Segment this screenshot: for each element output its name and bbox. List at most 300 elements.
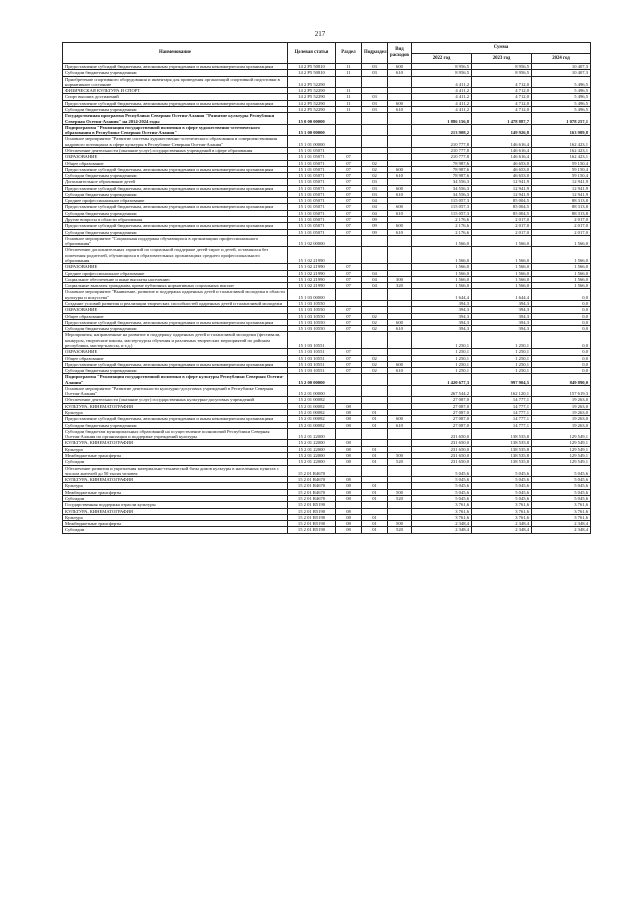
row-section [336,332,362,349]
row-target-code: 15 1 03 10551 [288,355,336,361]
row-subsection: 03 [362,100,388,106]
row-sum-2022: 213 908,2 [412,124,472,136]
row-sum-2024: 19 263,0 [532,397,591,403]
row-name: Основное мероприятие "Социальная поддержка обучающихся в организациях профессионального образования" [63,235,288,247]
row-name: Культура [63,514,288,520]
row-expense-type [388,76,412,88]
row-sum-2023: 394,3 [472,319,532,325]
row-name: Среднее профессиональное образование [63,198,288,204]
row-section: 08 [336,453,362,459]
row-sum-2024: 2 348,4 [532,521,591,527]
row-section: 11 [336,64,362,70]
row-sum-2024: 10 407,3 [532,64,591,70]
row-name: Предоставление субсидий бюджетным, автономным учреждениям и иным некоммерческим организациям [63,64,288,70]
row-sum-2023: 14 777,1 [472,397,532,403]
row-sum-2024: 0,0 [532,289,591,301]
row-sum-2024: 1 566,0 [532,264,591,270]
row-sum-2024: 2 017,0 [532,229,591,235]
row-section: 11 [336,100,362,106]
row-expense-type: 610 [388,326,412,332]
row-sum-2022: 115 057,3 [412,210,472,216]
row-target-code: 15 1 03 10550 [288,300,336,306]
row-name: ОБРАЗОВАНИЕ [63,349,288,355]
row-section: 07 [336,313,362,319]
row-sum-2023: 149 926,8 [472,124,532,136]
row-sum-2022: 1 644,4 [412,289,472,301]
table-row [63,76,591,88]
row-expense-type: 600 [388,185,412,191]
row-name: Предоставление субсидий бюджетным, автономным учреждениям и иным некоммерческим организациям [63,361,288,367]
row-section [336,124,362,136]
row-sum-2022: 1 420 677,3 [412,374,472,386]
row-sum-2023: 5 045,6 [472,477,532,483]
header-section: Раздел [336,43,362,64]
row-target-code: 14 2 Р5 52290 [288,100,336,106]
row-sum-2022: 1 250,1 [412,355,472,361]
row-sum-2024: 129 549,1 [532,440,591,446]
row-name: Субсидии [63,459,288,465]
row-sum-2023: 1 566,0 [472,276,532,282]
row-sum-2024: 0,0 [532,349,591,355]
row-name: Культура [63,483,288,489]
row-expense-type [388,385,412,397]
table-row [63,235,591,247]
row-sum-2023: 14 777,1 [472,422,532,428]
row-sum-2024: 1 566,0 [532,235,591,247]
row-subsection: 04 [362,276,388,282]
row-subsection: 01 [362,453,388,459]
row-sum-2023: 1 566,0 [472,235,532,247]
row-target-code: 14 2 Р5 50810 [288,64,336,70]
row-name: Общее образование [63,355,288,361]
row-name: Субсидии бюджетам муниципальных образований на осуществление полномочий Республики Северная Осетия-Алания по организации и поддержке учреждений культуры [63,428,288,440]
row-sum-2022: 3 761,6 [412,508,472,514]
row-target-code: 15 2 01 R4670 [288,489,336,495]
row-sum-2022: 115 057,3 [412,198,472,204]
row-sum-2023: 138 535,8 [472,428,532,440]
row-sum-2022: 2 176,6 [412,217,472,223]
row-sum-2024: 1 566,0 [532,283,591,289]
table-body [63,64,591,534]
row-sum-2022: 210 777,8 [412,136,472,148]
row-expense-type: 600 [388,64,412,70]
row-sum-2022: 4 411,2 [412,94,472,100]
row-subsection: 04 [362,210,388,216]
table-row [63,124,591,136]
row-sum-2024: 5 496,5 [532,88,591,94]
row-section: 11 [336,106,362,112]
row-subsection: 09 [362,223,388,229]
header-sums: Сумма [412,43,591,54]
row-section: 08 [336,508,362,514]
row-expense-type [388,374,412,386]
row-sum-2023: 12 941,9 [472,191,532,197]
row-sum-2022: 78 987,6 [412,166,472,172]
row-subsection: 02 [362,160,388,166]
row-expense-type: 610 [388,173,412,179]
row-subsection [362,124,388,136]
row-sum-2022: 1 566,0 [412,264,472,270]
row-name: Субсидии бюджетным учреждениям [63,191,288,197]
row-sum-2023: 2 348,4 [472,521,532,527]
page-number: 217 [314,30,326,38]
row-target-code: 14 2 Р5 52290 [288,88,336,94]
row-target-code: 15 2 01 R5190 [288,502,336,508]
row-sum-2024: 19 263,0 [532,403,591,409]
row-subsection: 02 [362,173,388,179]
row-sum-2022: 1 566,0 [412,235,472,247]
row-sum-2024: 3 761,6 [532,514,591,520]
row-subsection: 02 [362,326,388,332]
row-expense-type: 610 [388,70,412,76]
row-expense-type: 520 [388,495,412,501]
row-name: Субсидии [63,527,288,533]
row-sum-2023: 394,3 [472,326,532,332]
row-sum-2024: 0,0 [532,332,591,349]
row-target-code: 15 1 02 21990 [288,276,336,282]
row-subsection: 03 [362,94,388,100]
row-sum-2022: 231 650,0 [412,428,472,440]
row-sum-2023: 146 616,4 [472,147,532,153]
row-sum-2022: 2 176,6 [412,223,472,229]
row-expense-type [388,465,412,477]
row-sum-2024: 1 566,0 [532,276,591,282]
row-sum-2022: 78 987,6 [412,160,472,166]
row-name: Другие вопросы в области образования [63,217,288,223]
row-subsection: 09 [362,229,388,235]
row-target-code: 15 1 00 00000 [288,124,336,136]
row-name: Приобретение спортивного оборудования и инвентаря для приведения организаций спортивной подготовки в нормативное состояние [63,76,288,88]
row-sum-2022: 1 886 156,8 [412,113,472,125]
row-sum-2024: 12 941,9 [532,185,591,191]
row-subsection: 02 [362,361,388,367]
row-name: Предоставление субсидий бюджетным, автономным учреждениям и иным некоммерческим организациям [63,185,288,191]
row-expense-type [388,428,412,440]
row-sum-2023: 1 250,1 [472,349,532,355]
row-subsection: 02 [362,368,388,374]
row-sum-2022: 34 556,3 [412,185,472,191]
table-row [63,465,591,477]
row-sum-2022: 4 411,2 [412,76,472,88]
table-row [63,385,591,397]
row-target-code: 15 1 01 05071 [288,160,336,166]
row-section: 08 [336,410,362,416]
row-sum-2022: 4 411,2 [412,100,472,106]
row-sum-2022: 34 556,3 [412,191,472,197]
row-sum-2024: 0,0 [532,326,591,332]
table-row [63,113,591,125]
row-sum-2022: 5 045,6 [412,495,472,501]
table-row [63,247,591,264]
row-name: ОБРАЗОВАНИЕ [63,154,288,160]
row-name: Субсидии бюджетным учреждениям [63,70,288,76]
row-section: 08 [336,416,362,422]
row-subsection: 03 [362,179,388,185]
row-section: 07 [336,160,362,166]
row-section [336,374,362,386]
table-row [63,527,591,533]
row-target-code: 15 2 01 R5190 [288,508,336,514]
row-section: 07 [336,217,362,223]
row-name: Субсидии бюджетным учреждениям [63,210,288,216]
row-target-code: 15 2 01 00000 [288,385,336,397]
header-target: Целевая статья [288,43,336,64]
row-expense-type [388,247,412,264]
row-section [336,136,362,148]
row-subsection: 01 [362,446,388,452]
row-sum-2023: 1 250,1 [472,361,532,367]
row-subsection: 03 [362,191,388,197]
row-target-code: 15 2 01 R5190 [288,514,336,520]
row-section: 08 [336,514,362,520]
row-section: 08 [336,446,362,452]
row-sum-2023: 12 941,9 [472,185,532,191]
row-target-code: 15 1 01 05071 [288,229,336,235]
row-sum-2022: 8 956,5 [412,64,472,70]
row-subsection [362,332,388,349]
row-expense-type [388,332,412,349]
row-sum-2023: 138 535,8 [472,459,532,465]
row-expense-type: 300 [388,276,412,282]
row-name: Государственная поддержка отрасли культуры [63,502,288,508]
row-name: Межбюджетные трансферты [63,489,288,495]
row-sum-2023: 394,3 [472,313,532,319]
row-section: 07 [336,210,362,216]
row-sum-2024: 5 045,6 [532,495,591,501]
row-sum-2024: 129 549,1 [532,459,591,465]
row-sum-2022: 2 176,6 [412,229,472,235]
row-sum-2024: 0,0 [532,361,591,367]
row-sum-2023: 1 566,0 [472,270,532,276]
row-name: Спорт высших достижений [63,94,288,100]
row-sum-2023: 85 004,5 [472,210,532,216]
row-name: Подпрограмма "Реализация государственной политики в сфере художественно-эстетического образования в Республике Северная Осетия-Алания" [63,124,288,136]
row-section: 07 [336,185,362,191]
row-sum-2024: 129 549,1 [532,428,591,440]
row-sum-2024: 0,0 [532,368,591,374]
row-target-code: 15 1 03 00000 [288,289,336,301]
row-sum-2024: 0,0 [532,355,591,361]
row-section: 08 [336,527,362,533]
row-sum-2024: 19 263,0 [532,422,591,428]
row-target-code: 14 2 Р5 52290 [288,76,336,88]
row-name: Общее образование [63,313,288,319]
row-name: Предоставление субсидий бюджетным, автономным учреждениям и иным некоммерческим организациям [63,416,288,422]
row-expense-type [388,235,412,247]
row-expense-type: 610 [388,422,412,428]
row-subsection: 03 [362,64,388,70]
row-name: Предоставление субсидий бюджетным, автономным учреждениям и иным некоммерческим организациям [63,223,288,229]
row-sum-2023: 3 761,6 [472,508,532,514]
row-sum-2023: 138 535,8 [472,440,532,446]
row-subsection: 02 [362,313,388,319]
row-sum-2024: 849 890,0 [532,374,591,386]
row-name: Субсидии бюджетным учреждениям [63,368,288,374]
row-name: Мероприятия, направленные на развитие и поддержку одаренных детей и талантливой молодежи (фестивали, конкурсы, творческие школы, мастер-курсы обучения и различных творческих мероприятий по районам республики, мастер-классы, и т.д.) [63,332,288,349]
row-subsection: 04 [362,270,388,276]
row-sum-2022: 5 045,6 [412,483,472,489]
row-subsection: 02 [362,355,388,361]
row-target-code: 15 1 03 10551 [288,332,336,349]
row-sum-2023: 146 616,4 [472,136,532,148]
row-sum-2024: 0,0 [532,300,591,306]
row-expense-type [388,113,412,125]
row-section: 08 [336,483,362,489]
row-section: 07 [336,368,362,374]
row-sum-2024: 19 263,0 [532,410,591,416]
row-sum-2023: 46 653,0 [472,160,532,166]
row-sum-2024: 19 263,0 [532,416,591,422]
row-name: Предоставление субсидий бюджетным, автономным учреждениям и иным некоммерческим организациям [63,319,288,325]
row-sum-2023: 4 712,0 [472,76,532,88]
row-sum-2023: 1 478 887,7 [472,113,532,125]
row-sum-2024: 59 150,4 [532,173,591,179]
header-expense-type: Вид расходов [388,43,412,64]
row-section: 08 [336,495,362,501]
row-name: КУЛЬТУРА, КИНЕМАТОГРАФИЯ [63,477,288,483]
row-subsection: 01 [362,410,388,416]
row-sum-2023: 394,3 [472,307,532,313]
row-sum-2023: 2 017,0 [472,217,532,223]
row-section: 07 [336,198,362,204]
row-name: Межбюджетные трансферты [63,521,288,527]
row-sum-2022: 267 544,2 [412,385,472,397]
row-subsection [362,374,388,386]
row-subsection: 09 [362,217,388,223]
row-target-code: 15 1 03 10551 [288,361,336,367]
row-expense-type: 610 [388,368,412,374]
row-section: 07 [336,166,362,172]
row-section: 07 [336,319,362,325]
row-subsection: 01 [362,527,388,533]
row-sum-2022: 394,3 [412,313,472,319]
row-target-code: 15 2 01 22000 [288,440,336,446]
header-subsection: Подраздел [362,43,388,64]
row-section [336,235,362,247]
row-sum-2024: 2 348,4 [532,527,591,533]
row-name: Субсидии бюджетным учреждениям [63,173,288,179]
row-name: Общее образование [63,160,288,166]
row-subsection [362,465,388,477]
row-subsection [362,76,388,88]
row-name: Среднее профессиональное образование [63,270,288,276]
row-target-code: 15 2 01 R5190 [288,527,336,533]
row-sum-2022: 231 650,0 [412,453,472,459]
row-subsection: 04 [362,283,388,289]
row-expense-type: 500 [388,453,412,459]
row-section: 11 [336,88,362,94]
row-target-code: 15 1 02 21990 [288,283,336,289]
row-sum-2024: 5 045,6 [532,489,591,495]
row-name: Основное мероприятие "Развитие системы художественно-эстетического образования и совершенствования кадрового потенциала в сфере культуры в Республике Северная Осетия-Алания" [63,136,288,148]
row-sum-2023: 1 250,1 [472,355,532,361]
row-sum-2023: 2 017,0 [472,229,532,235]
row-sum-2024: 12 941,9 [532,191,591,197]
row-section: 07 [336,276,362,282]
row-name: ФИЗИЧЕСКАЯ КУЛЬТУРА И СПОРТ [63,88,288,94]
row-sum-2024: 5 496,5 [532,76,591,88]
row-target-code: 15 2 01 22000 [288,453,336,459]
row-sum-2024: 5 045,6 [532,465,591,477]
row-subsection: 02 [362,319,388,325]
row-subsection [362,385,388,397]
row-expense-type: 610 [388,191,412,197]
row-sum-2022: 27 087,0 [412,403,472,409]
row-target-code: 14 2 Р5 50810 [288,70,336,76]
row-sum-2022: 27 087,0 [412,397,472,403]
row-sum-2023: 5 045,6 [472,465,532,477]
row-section: 08 [336,422,362,428]
row-section: 07 [336,361,362,367]
table-row [63,136,591,148]
row-sum-2022: 1 566,0 [412,283,472,289]
row-subsection: 01 [362,514,388,520]
row-name: Создание условий развития и реализации творческих способностей одаренных детей и талантливой молодежи [63,300,288,306]
row-subsection: 01 [362,489,388,495]
row-sum-2023: 1 566,0 [472,247,532,264]
row-target-code: 15 1 03 10551 [288,349,336,355]
header-name: Наименование [63,43,288,64]
row-target-code: 15 1 03 10550 [288,319,336,325]
row-sum-2024: 129 549,1 [532,453,591,459]
row-target-code: 15 1 03 10551 [288,368,336,374]
row-sum-2022: 4 411,2 [412,88,472,94]
row-name: Субсидии бюджетным учреждениям [63,422,288,428]
row-sum-2022: 5 045,6 [412,489,472,495]
row-section: 07 [336,173,362,179]
row-target-code: 15 2 01 R4670 [288,477,336,483]
row-sum-2024: 12 941,9 [532,179,591,185]
row-name: Предоставление субсидий бюджетным, автономным учреждениям и иным некоммерческим организациям [63,166,288,172]
row-expense-type: 520 [388,527,412,533]
row-sum-2022: 394,3 [412,319,472,325]
row-section [336,385,362,397]
row-sum-2023: 85 004,5 [472,204,532,210]
row-section: 11 [336,70,362,76]
row-expense-type: 610 [388,106,412,112]
row-section: 07 [336,270,362,276]
row-subsection: 01 [362,483,388,489]
row-target-code: 15 1 03 10550 [288,326,336,332]
table-row [63,289,591,301]
row-target-code: 15 2 01 00082 [288,416,336,422]
row-sum-2022: 1 250,1 [412,368,472,374]
row-section: 07 [336,191,362,197]
row-sum-2022: 34 556,3 [412,179,472,185]
row-sum-2023: 8 956,5 [472,70,532,76]
row-subsection: 03 [362,70,388,76]
row-name: КУЛЬТУРА, КИНЕМАТОГРАФИЯ [63,508,288,514]
row-target-code: 15 2 01 22000 [288,446,336,452]
row-sum-2022: 210 777,8 [412,154,472,160]
row-sum-2024: 2 017,0 [532,217,591,223]
row-section [336,465,362,477]
row-sum-2023: 997 904,5 [472,374,532,386]
row-name: Государственная программа Республики Северная Осетия-Алания "Развитие культуры Республики Северная Осетия-Алания" на 2014-2024 годы [63,113,288,125]
row-sum-2023: 14 777,1 [472,416,532,422]
row-sum-2024: 88 313,8 [532,198,591,204]
row-expense-type: 600 [388,361,412,367]
row-sum-2023: 8 956,5 [472,64,532,70]
row-target-code: 15 2 01 22000 [288,428,336,440]
row-sum-2024: 3 761,6 [532,508,591,514]
row-subsection [362,247,388,264]
row-section: 07 [336,283,362,289]
row-sum-2024: 59 150,4 [532,160,591,166]
row-sum-2024: 0,0 [532,319,591,325]
row-sum-2024: 5 045,6 [532,483,591,489]
row-target-code: 15 2 01 R4670 [288,495,336,501]
